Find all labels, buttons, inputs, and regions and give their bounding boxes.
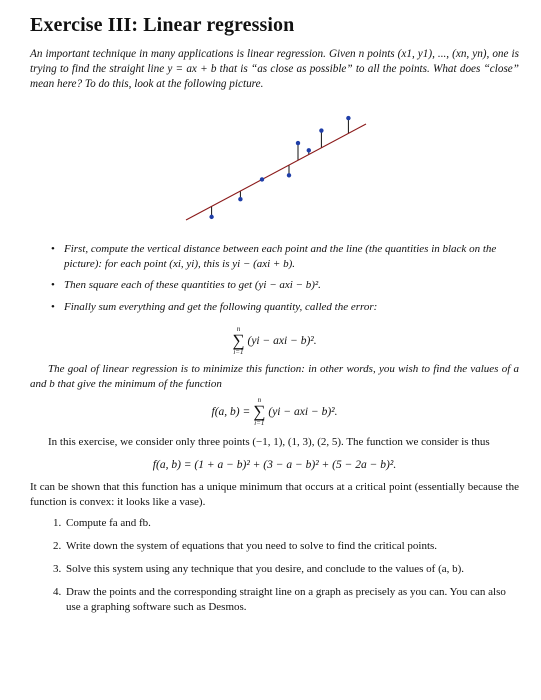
specific-formula: f(a, b) = (1 + a − b)² + (3 − a − b)² + (5 − 2a − b)². <box>152 459 397 471</box>
data-point <box>307 148 311 152</box>
task-list <box>30 516 519 615</box>
residual-lines <box>212 118 349 217</box>
unique-minimum-paragraph: It can be shown that this function has a unique minimum that occurs at a critical point (essentially because the function is convex: it looks like a vase). <box>30 481 519 508</box>
error-formula-body: (yi − axi − b)². <box>247 334 317 347</box>
task-item: 2. Write down the system of equations that you need to solve to find the critical points. <box>64 539 519 554</box>
procedure-list <box>30 242 519 314</box>
data-point <box>296 141 300 145</box>
data-point <box>209 215 213 219</box>
task-item: 1. Compute fa and fb. <box>64 516 519 531</box>
bullet-item: • First, compute the vertical distance between each point and the line (the quantities in black on the picture): for each point (xi, yi), this is yi − (axi + b). <box>64 242 519 271</box>
bullet-item: • Then square each of these quantities to get (yi − axi − b)². <box>64 278 519 293</box>
goal-paragraph: The goal of linear regression is to minimize this function: in other words, you wish to find the values of a and b that give the minimum of the function <box>30 363 519 390</box>
regression-figure <box>30 96 519 236</box>
intro-paragraph: An important technique in many applications is linear regression. Given n points (x1, y1), ..., (xn, yn), one is trying to find the straight line y = ax + b that is “as close as possible” to all the points. What does “close” mean here? To do this, look at the following picture. <box>30 48 519 90</box>
sum-symbol: n ∑ i=1 <box>232 325 245 356</box>
regression-line <box>186 124 366 220</box>
data-point <box>319 128 323 132</box>
data-point <box>287 173 291 177</box>
data-point <box>260 177 264 181</box>
data-points <box>209 116 350 219</box>
data-point <box>346 116 350 120</box>
exercise-paragraph: In this exercise, we consider only three points (−1, 1), (1, 3), (2, 5). The function we consider is thus <box>48 436 490 448</box>
bullet-item: • Finally sum everything and get the following quantity, called the error: <box>64 300 519 315</box>
sum-symbol: n ∑ i=1 <box>253 396 266 427</box>
function-formula: f(a, b) = n ∑ i=1 (yi − axi − b)². <box>211 396 338 427</box>
data-point <box>238 197 242 201</box>
task-item: 4. Draw the points and the corresponding straight line on a graph as precisely as you can. You can also use a graphing software such as Desmos. <box>64 585 519 615</box>
exercise-title: Exercise III: Linear regression <box>30 14 295 36</box>
error-formula <box>30 321 519 356</box>
task-item: 3. Solve this system using any technique that you desire, and conclude to the values of (a, b). <box>64 562 519 577</box>
